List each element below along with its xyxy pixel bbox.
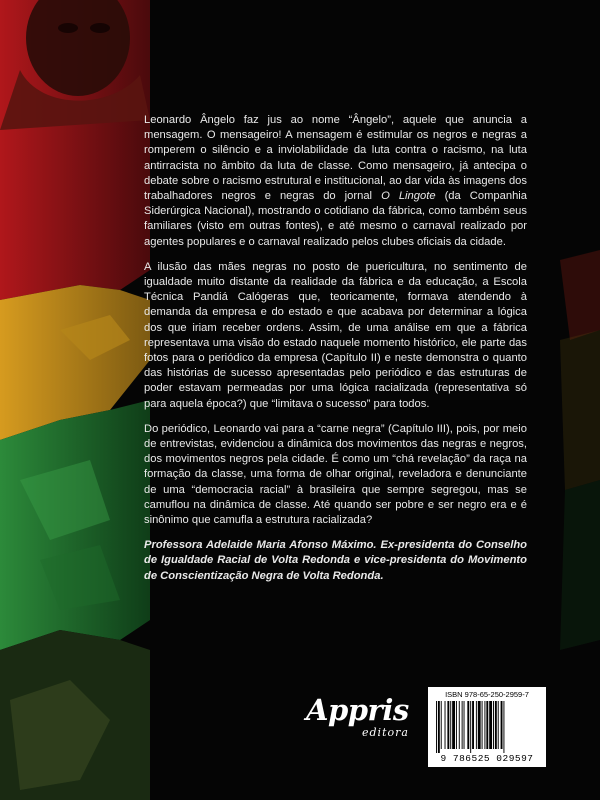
barcode-bar (452, 701, 455, 749)
barcode-bar (464, 701, 465, 749)
isbn-barcode (428, 687, 546, 767)
barcode-bar (441, 701, 442, 749)
barcode-bar (459, 701, 460, 749)
paragraph-1: Leonardo Ângelo faz jus ao nome “Ângelo”, aquele que anuncia a mensagem. O mensageiro! A mensagem é estimular os negros e negras a romperem o silêncio e a inviolabilidade da luta contra o racismo, na luta antirracista no âmbito da luta de classe. Como mensageiro, já antecipa o debate sobre o racismo estrutural e institucional, ao dar vida às imagens dos trabalhadores negros e negras do jornal O Lingote (da Companhia Siderúrgica Nacional), mostrando o cotidiano da fábrica, como também seus familiares (visto em outras fontes), e até mesmo o carnaval realizado por agentes populares e o carnaval realizado pelos clubes oficiais da cidade. (144, 114, 528, 248)
isbn-label: ISBN 978-65-250-2959-7 (445, 690, 529, 699)
barcode-bar (498, 701, 499, 749)
barcode-bar (503, 701, 504, 753)
barcode-bar (450, 701, 451, 749)
barcode-bar (438, 701, 440, 753)
barcode-bar (478, 701, 481, 749)
barcode-bar (486, 701, 488, 749)
paragraph-2: A ilusão das mães negras no posto de puericultura, no sentimento de igualdade muito distante da realidade da fábrica e da educação, a Escola Técnica Pandiá Calógeras que, teoricamente, formava atendendo à demanda da empresa e do estado e que acabava por determinar a lógica dos que iriam receber ordens. Assim, de uma análise em que a fábrica representava uma visão do estado naquele momento histórico, ele parte das fotos para o periódico da empresa (Capítulo II) e neste demonstra o quanto das histórias de sucesso apresentadas pelo periódico e das estruturas de poder estavam permeadas por uma lógica racializada (representativa só para aquela época?) que “limitava o sucesso” para todos. (144, 260, 527, 410)
barcode-bar (501, 701, 503, 749)
back-cover-text (144, 113, 527, 594)
barcode-bar (462, 701, 463, 749)
barcode-bar (472, 701, 474, 749)
publisher-name: Appris (306, 693, 409, 727)
barcode-bar (493, 701, 494, 749)
barcode-digits: 9 786525 029597 (440, 753, 534, 764)
barcode-bar (467, 701, 469, 749)
paragraph-3: Do periódico, Leonardo vai para a “carne negra” (Capítulo III), pois, por meio de entrevistas, evidenciou a dinâmica dos movimentos das negras e negros, dos movimentos negros pela cidade. É como um “chá revelação” da raça na formação da classe, uma forma de olhar original, reveladora e denunciante de uma “democracia racial” à brasileira que sempre segregou, mas se camuflou na dinâmica de classe. Até quando ser pobre e ser negro era e é sinônimo que camufla a estrutura racializada? (144, 422, 527, 527)
right-edge-tone (560, 250, 600, 340)
publisher-sub: editora (362, 726, 409, 739)
barcode-bars (436, 701, 538, 753)
barcode-bar (489, 701, 492, 749)
barcode-bar (476, 701, 477, 749)
signature: Professora Adelaide Maria Afonso Máximo. Ex-presidenta do Conselho de Igualdade Racial de Volta Redonda e vice-presidenta do Movimento de Conscientização Negra de Volta Redonda. (144, 539, 527, 582)
appris-logo (306, 693, 416, 743)
barcode-bar (470, 701, 471, 753)
barcode-bar (495, 701, 497, 749)
barcode-bar (445, 701, 446, 749)
barcode-bar (436, 701, 437, 753)
barcode-bar (482, 701, 483, 749)
barcode-bar (456, 701, 457, 749)
barcode-bar (447, 701, 449, 749)
barcode-bar (484, 701, 485, 749)
